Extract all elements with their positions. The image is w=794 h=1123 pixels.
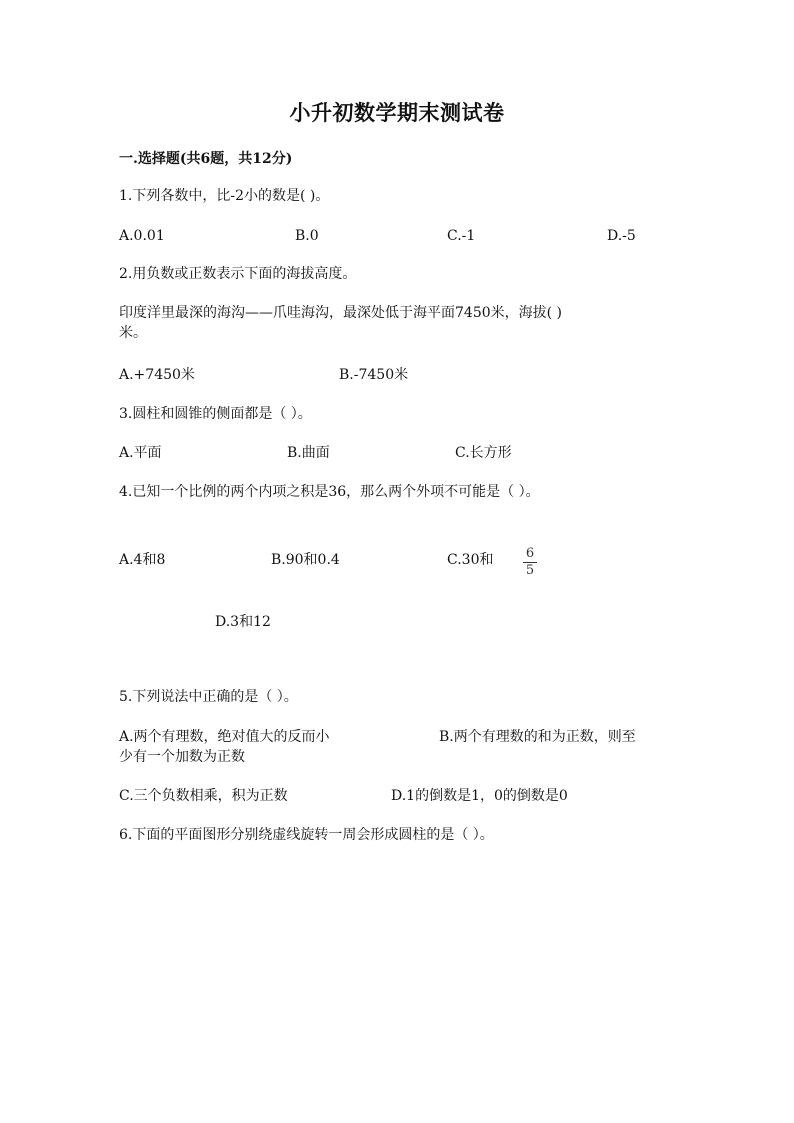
fraction-numerator: 6: [525, 546, 535, 561]
question-1-option-c: C.-1: [447, 228, 476, 244]
question-5-option-b-continued: 少有一个加数为正数: [119, 749, 245, 765]
question-5-option-d: D.1的倒数是1，0的倒数是0: [391, 788, 568, 804]
question-4-option-c: C.30和: [447, 552, 494, 568]
question-4-option-b: B.90和0.4: [271, 552, 340, 568]
question-2-stem: 2.用负数或正数表示下面的海拔高度。: [119, 266, 357, 282]
question-2-option-a: A.+7450米: [119, 367, 195, 383]
question-4-option-a: A.4和8: [119, 552, 166, 568]
fraction-six-fifths: [523, 547, 537, 578]
question-3-option-b: B.曲面: [287, 445, 330, 461]
question-2-detail-line-2: 米。: [119, 325, 147, 341]
question-1-option-a: A.0.01: [119, 228, 165, 244]
question-3-option-c: C.长方形: [455, 445, 512, 461]
question-6-stem: 6.下面的平面图形分别绕虚线旋转一周会形成圆柱的是（ ）。: [119, 827, 494, 843]
question-3-option-a: A.平面: [119, 445, 162, 461]
question-3-stem: 3.圆柱和圆锥的侧面都是（ ）。: [119, 406, 312, 422]
page-title: 小升初数学期末测试卷: [289, 100, 505, 125]
question-5-option-c: C.三个负数相乘，积为正数: [119, 788, 288, 804]
question-1-stem: 1.下列各数中，比-2小的数是( )。: [119, 188, 330, 204]
question-4-stem: 4.已知一个比例的两个内项之积是36，那么两个外项不可能是（ ）。: [119, 484, 540, 500]
section-heading: 一.选择题(共6题，共12分): [119, 151, 293, 167]
question-2-detail-line-1: 印度洋里最深的海沟——爪哇海沟，最深处低于海平面7450米，海拔( ): [119, 305, 563, 321]
fraction-denominator: 5: [525, 563, 535, 578]
question-1-option-d: D.-5: [607, 228, 636, 244]
question-5-stem: 5.下列说法中正确的是（ ）。: [119, 689, 298, 705]
question-5-option-b: B.两个有理数的和为正数，则至: [439, 729, 636, 745]
question-4-option-d: D.3和12: [215, 614, 271, 630]
question-5-option-a: A.两个有理数，绝对值大的反而小: [119, 729, 330, 745]
question-1-option-b: B.0: [295, 228, 319, 244]
question-2-option-b: B.-7450米: [339, 367, 409, 383]
